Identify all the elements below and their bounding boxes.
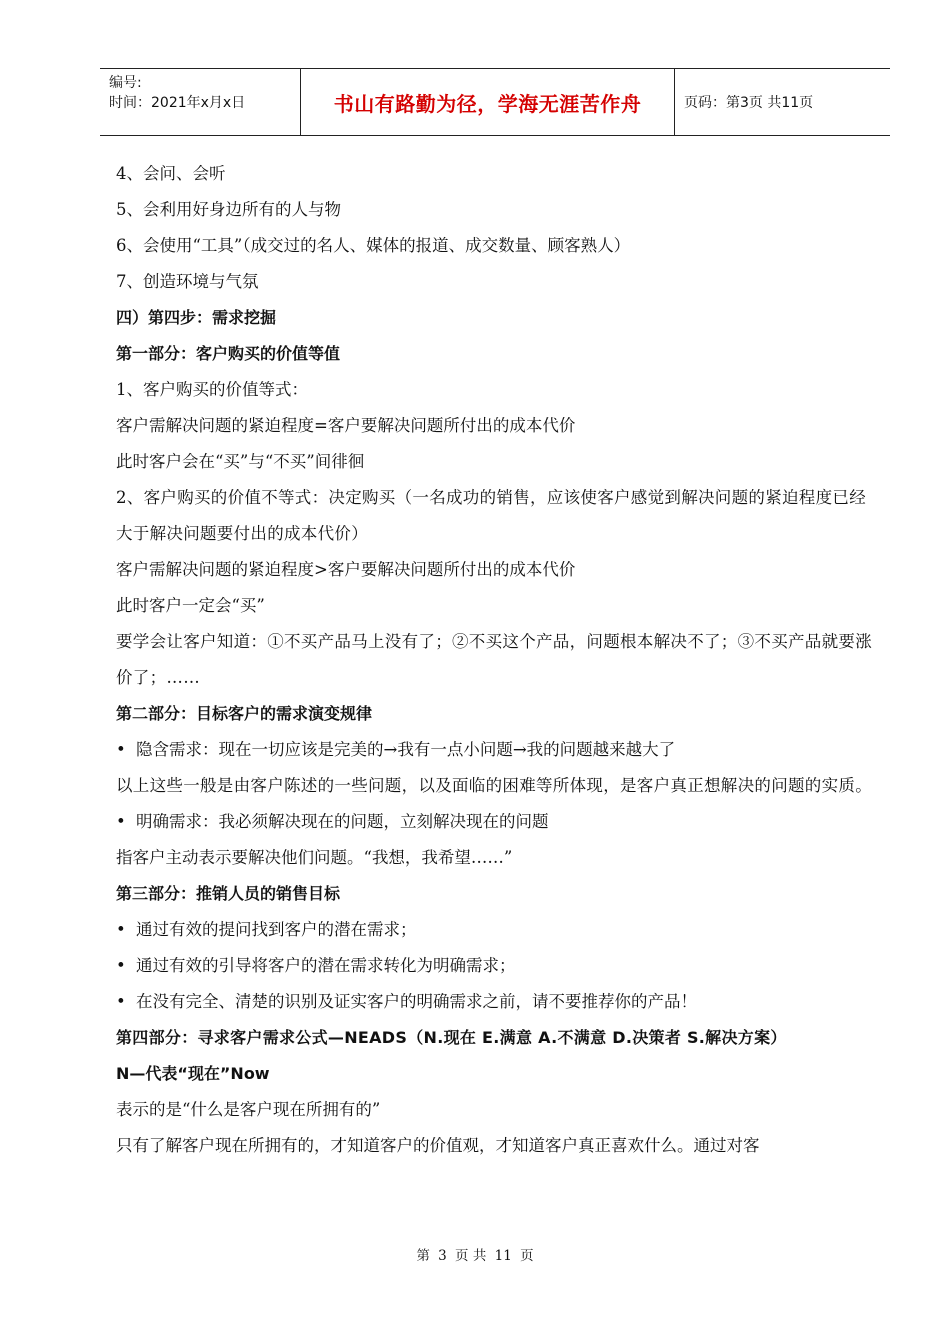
header-motto: 书山有路勤为径，学海无涯苦作舟	[333, 91, 642, 116]
text-line: 客户需解决问题的紧迫程度>客户要解决问题所付出的成本代价	[116, 560, 576, 579]
paragraph: 2、客户购买的价值不等式：决定购买（一名成功的销售，应该使客户感觉到解决问题的紧迫程度已经大于解决问题要付出的成本代价）	[116, 488, 866, 543]
text-line: 此时客户一定会“买”	[116, 596, 265, 615]
footer-suffix: 页	[520, 1248, 534, 1264]
section-heading: N—代表“现在”Now	[116, 1064, 270, 1083]
bullet-text: 隐含需求：现在一切应该是完美的→我有一点小问题→我的问题越来越大了	[136, 740, 676, 759]
footer-current-page: 3	[438, 1248, 447, 1264]
paragraph: 要学会让客户知道：①不买产品马上没有了；②不买这个产品，问题根本解决不了；③不买产品就要涨价了；……	[116, 632, 872, 687]
document-number-label: 编号:	[109, 75, 142, 91]
header-motto-cell	[301, 69, 675, 135]
bullet-item	[116, 912, 876, 948]
footer-middle: 页 共	[455, 1248, 487, 1264]
header-table	[100, 68, 890, 136]
bullet-icon: •	[116, 992, 126, 1011]
bullet-text: 通过有效的提问找到客户的潜在需求；	[136, 920, 417, 939]
bullet-item	[116, 948, 876, 984]
header-meta-cell	[100, 69, 301, 135]
bullet-icon: •	[116, 740, 126, 759]
text-line: 客户需解决问题的紧迫程度=客户要解决问题所付出的成本代价	[116, 416, 576, 435]
page-footer	[0, 1244, 950, 1264]
bullet-text: 通过有效的引导将客户的潜在需求转化为明确需求；	[136, 956, 516, 975]
footer-prefix: 第	[416, 1248, 430, 1264]
text-line: 表示的是“什么是客户现在所拥有的”	[116, 1100, 381, 1119]
document-date: 时间：2021年x月x日	[109, 95, 246, 111]
text-line: 7、创造环境与气氛	[116, 272, 259, 291]
section-heading: 四）第四步：需求挖掘	[116, 308, 277, 327]
header-page-cell	[675, 69, 890, 135]
bullet-text: 在没有完全、清楚的识别及证实客户的明确需求之前，请不要推荐你的产品！	[136, 992, 697, 1011]
section-heading: 第二部分：目标客户的需求演变规律	[116, 704, 373, 723]
bullet-text: 明确需求：我必须解决现在的问题，立刻解决现在的问题	[136, 812, 549, 831]
bullet-icon: •	[116, 920, 126, 939]
bullet-icon: •	[116, 812, 126, 831]
bullet-item	[116, 732, 876, 768]
text-line: 4、会问、会听	[116, 164, 226, 183]
text-line: 只有了解客户现在所拥有的，才知道客户的价值观，才知道客户真正喜欢什么。通过对客	[116, 1136, 760, 1155]
header-page-info: 页码：第3页 共11页	[684, 95, 814, 111]
text-line: 6、会使用“工具”（成交过的名人、媒体的报道、成交数量、顾客熟人）	[116, 236, 631, 255]
bullet-item	[116, 984, 876, 1020]
section-heading: 第四部分：寻求客户需求公式—NEADS（N.现在 E.满意 A.不满意 D.决策者 S.解决方案）	[116, 1028, 787, 1047]
section-heading: 第一部分：客户购买的价值等值	[116, 344, 341, 363]
section-heading: 第三部分：推销人员的销售目标	[116, 884, 341, 903]
footer-total-pages: 11	[494, 1248, 512, 1264]
paragraph: 以上这些一般是由客户陈述的一些问题，以及面临的困难等所体现，是客户真正想解决的问题的实质。	[116, 776, 872, 795]
bullet-item	[116, 804, 876, 840]
text-line: 5、会利用好身边所有的人与物	[116, 200, 341, 219]
text-line: 1、客户购买的价值等式：	[116, 380, 308, 399]
text-line: 此时客户会在“买”与“不买”间徘徊	[116, 452, 365, 471]
document-body	[116, 156, 876, 1164]
bullet-icon: •	[116, 956, 126, 975]
text-line: 指客户主动表示要解决他们问题。“我想，我希望……”	[116, 848, 513, 867]
